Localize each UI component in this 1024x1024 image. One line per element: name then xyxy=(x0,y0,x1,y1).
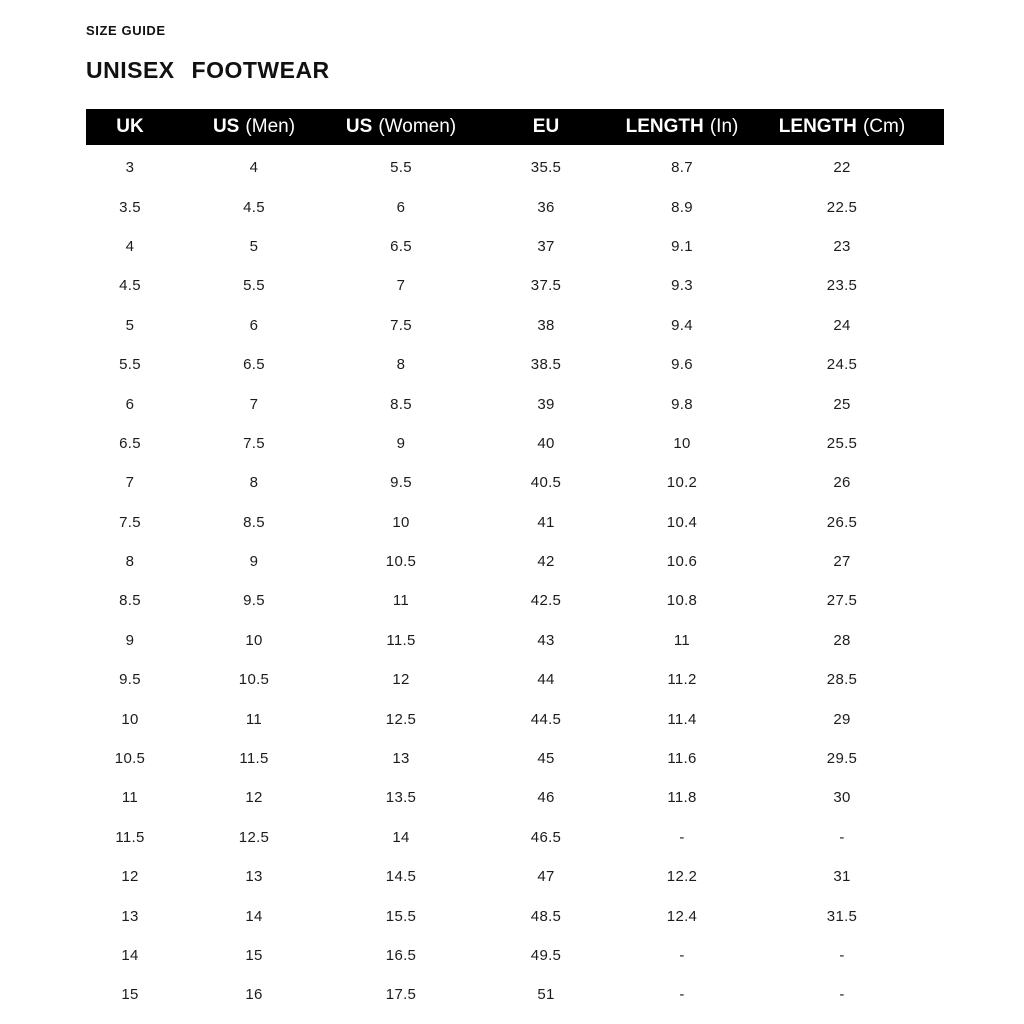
table-row xyxy=(86,266,944,305)
table-cell: 10.2 xyxy=(666,474,698,492)
column-header-uk xyxy=(86,109,174,145)
table-row xyxy=(86,818,944,857)
table-cell: 8 xyxy=(249,474,259,492)
table-cell: 9.6 xyxy=(671,356,693,374)
table-cell: 22.5 xyxy=(826,198,858,216)
column-header-length-in: LENGTH (In) xyxy=(625,116,739,137)
table-body xyxy=(86,145,944,1015)
table-row xyxy=(86,778,944,817)
table-cell: 27.5 xyxy=(826,592,858,610)
table-cell: 51 xyxy=(537,986,555,1004)
column-header-length-cm: LENGTH (Cm) xyxy=(778,116,906,137)
table-cell: 13 xyxy=(245,868,263,886)
table-cell: 28 xyxy=(833,631,851,649)
table-cell: 7.5 xyxy=(243,434,265,452)
column-header-label: US xyxy=(212,116,240,137)
table-cell: 10 xyxy=(121,710,139,728)
table-cell: 17.5 xyxy=(385,986,417,1004)
table-cell: 8.5 xyxy=(390,395,412,413)
table-cell: 14 xyxy=(121,947,139,964)
table-row xyxy=(86,187,944,226)
table-cell: 12.4 xyxy=(666,907,698,925)
table-cell: 24 xyxy=(833,316,851,334)
table-cell: 26 xyxy=(833,474,851,492)
table-cell: 37.5 xyxy=(530,277,562,295)
table-cell: 9 xyxy=(125,631,135,649)
table-cell: 12 xyxy=(121,868,139,886)
table-cell: 44.5 xyxy=(530,710,562,728)
table-cell: 30 xyxy=(833,789,851,807)
table-cell: 10.8 xyxy=(666,592,698,610)
table-cell: 29 xyxy=(833,710,851,728)
table-cell: 10.5 xyxy=(385,553,417,571)
table-row xyxy=(86,227,944,266)
table-cell: 8 xyxy=(125,553,135,571)
table-cell: 29.5 xyxy=(826,750,858,768)
table-cell: 12.5 xyxy=(385,710,417,728)
table-cell: 6 xyxy=(249,316,259,334)
table-cell: 31.5 xyxy=(826,907,858,925)
table-row xyxy=(86,660,944,699)
table-cell: 10.5 xyxy=(114,750,146,768)
table-cell: 14.5 xyxy=(385,868,417,886)
table-cell: 10.5 xyxy=(238,671,270,689)
table-cell: 11 xyxy=(245,710,263,728)
table-cell: 6.5 xyxy=(390,237,412,255)
table-cell: 9.5 xyxy=(243,592,265,610)
table-cell: 14 xyxy=(392,828,410,846)
table-cell: 43 xyxy=(537,631,555,649)
table-cell: 11.6 xyxy=(667,750,697,768)
table-cell: 9 xyxy=(396,434,406,452)
table-cell: 22 xyxy=(833,159,851,177)
table-cell: 37 xyxy=(537,237,555,255)
column-header-label: US xyxy=(345,116,373,137)
table-cell: 11 xyxy=(673,631,691,649)
table-cell: 8.5 xyxy=(243,513,265,531)
table-cell: 3 xyxy=(125,159,135,177)
table-cell: 11.2 xyxy=(667,671,697,689)
table-cell: 5 xyxy=(249,237,259,255)
table-cell: - xyxy=(839,947,845,964)
column-header-label: UK xyxy=(116,116,144,137)
table-cell: 6.5 xyxy=(243,356,265,374)
table-row xyxy=(86,857,944,896)
table-cell: 41 xyxy=(537,513,555,531)
table-cell: 10 xyxy=(392,513,410,531)
table-cell: 8.5 xyxy=(119,592,141,610)
table-cell: 12.2 xyxy=(666,868,698,886)
table-cell: 12 xyxy=(392,671,410,689)
table-cell: 11.8 xyxy=(667,789,697,807)
table-cell: 35.5 xyxy=(530,159,562,177)
table-cell: 11.5 xyxy=(239,750,269,768)
table-row xyxy=(86,345,944,384)
table-cell: 38.5 xyxy=(530,356,562,374)
table-cell: - xyxy=(679,986,685,1004)
table-cell: 8.9 xyxy=(671,198,693,216)
table-header-row xyxy=(86,109,944,145)
table-cell: 7.5 xyxy=(390,316,412,334)
table-cell: 42.5 xyxy=(530,592,562,610)
table-cell: 10 xyxy=(245,631,263,649)
table-row xyxy=(86,503,944,542)
table-cell: 48.5 xyxy=(530,907,562,925)
table-cell: 13 xyxy=(121,907,139,925)
table-cell: 13 xyxy=(392,750,410,768)
table-cell: 47 xyxy=(537,868,555,886)
table-cell: 25 xyxy=(833,395,851,413)
column-header-us-men: US (Men) xyxy=(212,116,296,137)
table-cell: 12.5 xyxy=(238,828,270,846)
table-row xyxy=(86,699,944,738)
table-cell: 10 xyxy=(673,434,691,452)
table-cell: 45 xyxy=(537,750,555,768)
table-cell: 11.5 xyxy=(386,631,416,649)
table-cell: 14 xyxy=(245,907,263,925)
table-cell: 15.5 xyxy=(385,907,417,925)
table-cell: 10.4 xyxy=(666,513,698,531)
table-cell: 25.5 xyxy=(826,434,858,452)
table-cell: 4.5 xyxy=(243,198,265,216)
table-cell: 9.4 xyxy=(671,316,693,334)
table-cell: 27 xyxy=(833,553,851,571)
table-cell: 40 xyxy=(537,434,555,452)
column-header-label: LENGTH xyxy=(778,116,857,137)
table-cell: 11.4 xyxy=(667,710,697,728)
table-row xyxy=(86,424,944,463)
table-cell: 5.5 xyxy=(243,277,265,295)
table-cell: 8.7 xyxy=(671,159,693,177)
table-cell: 4.5 xyxy=(119,277,141,295)
table-cell: 39 xyxy=(537,395,555,413)
table-row xyxy=(86,896,944,935)
table-cell: 11.5 xyxy=(115,828,145,846)
table-cell: 31 xyxy=(833,868,851,886)
table-cell: 38 xyxy=(537,316,555,334)
table-cell: 12 xyxy=(245,789,263,807)
column-header-us-women: US (Women) xyxy=(345,116,457,137)
table-cell: 40.5 xyxy=(530,474,562,492)
table-cell: - xyxy=(679,947,685,964)
table-cell: - xyxy=(839,986,845,1004)
table-row xyxy=(86,975,944,1014)
table-cell: 28.5 xyxy=(826,671,858,689)
table-row xyxy=(86,739,944,778)
table-cell: 46.5 xyxy=(530,828,562,846)
table-row xyxy=(86,306,944,345)
table-cell: 46 xyxy=(537,789,555,807)
table-cell: - xyxy=(839,828,845,846)
table-cell: 8 xyxy=(396,356,406,374)
table-row xyxy=(86,542,944,581)
table-cell: 16.5 xyxy=(385,947,417,964)
table-cell: 23 xyxy=(833,237,851,255)
column-header-label: EU xyxy=(532,116,560,137)
table-cell: 15 xyxy=(245,947,263,964)
size-guide-label: SIZE GUIDE xyxy=(86,23,166,38)
table-cell: 44 xyxy=(537,671,555,689)
table-cell: 49.5 xyxy=(530,947,562,964)
table-cell: 4 xyxy=(249,159,259,177)
column-header-label: LENGTH xyxy=(625,116,704,137)
table-cell: 6 xyxy=(125,395,135,413)
table-cell: 6 xyxy=(396,198,406,216)
table-cell: 4 xyxy=(125,237,135,255)
table-cell: 9.1 xyxy=(671,237,693,255)
table-cell: 9.5 xyxy=(390,474,412,492)
table-cell: 9.8 xyxy=(671,395,693,413)
table-cell: 3.5 xyxy=(119,198,141,216)
table-cell: 42 xyxy=(537,553,555,571)
table-cell: 10.6 xyxy=(666,553,698,571)
table-cell: 11 xyxy=(392,592,410,610)
page-title: UNISEX FOOTWEAR xyxy=(86,57,330,83)
table-cell: 5.5 xyxy=(390,159,412,177)
table-cell: 7 xyxy=(396,277,406,295)
table-row xyxy=(86,463,944,502)
table-cell: 9.5 xyxy=(119,671,141,689)
table-cell: 7 xyxy=(125,474,135,492)
table-cell: 16 xyxy=(245,986,263,1004)
table-cell: 9.3 xyxy=(671,277,693,295)
table-cell: 5 xyxy=(125,316,135,334)
table-cell: 36 xyxy=(537,198,555,216)
column-header-eu xyxy=(468,109,624,145)
table-cell: 11 xyxy=(121,789,139,807)
table-row xyxy=(86,384,944,423)
table-cell: 6.5 xyxy=(119,434,141,452)
table-cell: 24.5 xyxy=(826,356,858,374)
table-cell: 26.5 xyxy=(826,513,858,531)
size-table xyxy=(86,109,944,1015)
table-cell: 7 xyxy=(249,395,259,413)
table-cell: 7.5 xyxy=(119,513,141,531)
table-row xyxy=(86,936,944,975)
table-cell: 9 xyxy=(249,553,259,571)
table-cell: 15 xyxy=(121,986,139,1004)
table-cell: 5.5 xyxy=(119,356,141,374)
table-row xyxy=(86,581,944,620)
table-row xyxy=(86,148,944,187)
table-cell: - xyxy=(679,828,685,846)
table-row xyxy=(86,621,944,660)
table-cell: 13.5 xyxy=(385,789,417,807)
table-cell: 23.5 xyxy=(826,277,858,295)
